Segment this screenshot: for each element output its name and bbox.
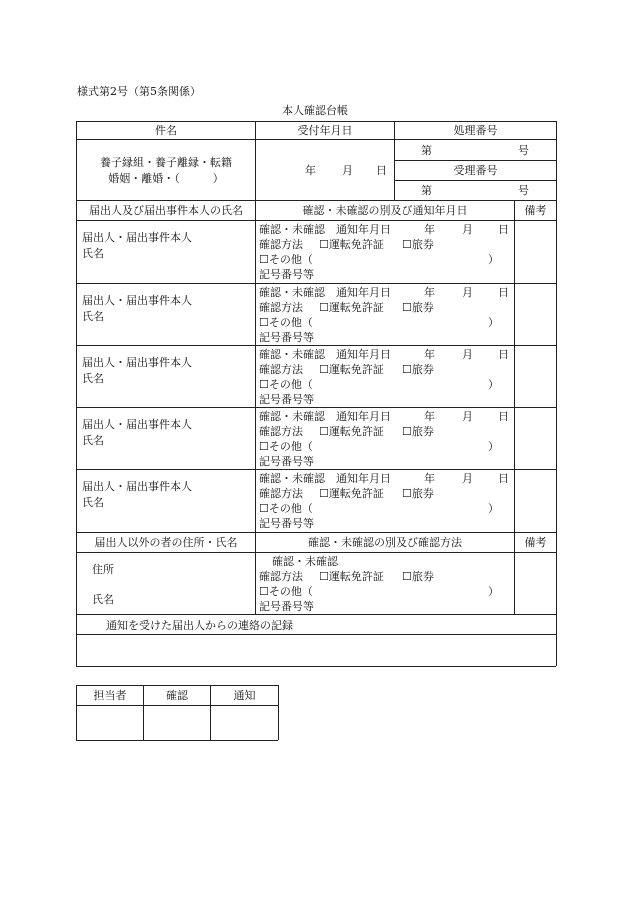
row5-name-line2: 氏名 <box>82 496 104 509</box>
other-record-number: 記号番号等 <box>259 600 314 613</box>
section1-remarks-header: 備考 <box>524 204 547 217</box>
row3-record-number: 記号番号等 <box>259 393 314 406</box>
row3-method-other-open: ☐その他（ <box>259 378 313 391</box>
row4-notify-year: 年 <box>424 410 435 423</box>
row5-record-number: 記号番号等 <box>259 517 314 530</box>
row5-name-line1: 届出人・届出事件本人 <box>82 480 192 493</box>
row5-notify-month: 月 <box>462 472 473 485</box>
case-types-line2: 婚姻・離婚・（ ） <box>108 172 224 185</box>
row2-method-other-open: ☐その他（ <box>259 316 313 329</box>
section2-remarks-header: 備考 <box>524 536 547 549</box>
other-method-license: ☐運転免許証 <box>319 570 384 583</box>
row4-method-license: ☐運転免許証 <box>319 425 384 438</box>
row2-method-license: ☐運転免許証 <box>319 301 384 314</box>
row4-method-other-close: ） <box>488 440 499 453</box>
form-number-label: 様式第2号（第5条関係） <box>77 85 201 98</box>
row2-notify-month: 月 <box>462 286 473 299</box>
row1-method-license: ☐運転免許証 <box>319 238 384 251</box>
row5-method-other-close: ） <box>488 502 499 515</box>
row2-method-label: 確認方法 <box>259 301 303 314</box>
processing-number-suffix: 号 <box>518 144 529 157</box>
section1-confirm-header: 確認・未確認の別及び通知年月日 <box>302 204 468 217</box>
row5-method-passport: ☐旅券 <box>402 487 434 500</box>
row4-record-number: 記号番号等 <box>259 455 314 468</box>
row3-method-label: 確認方法 <box>259 363 303 376</box>
row1-name-line1: 届出人・届出事件本人 <box>82 231 192 244</box>
row5-method-other-open: ☐その他（ <box>259 502 313 515</box>
processing-number-header: 処理番号 <box>453 124 498 137</box>
section2-confirm-header: 確認・未確認の別及び確認方法 <box>308 536 462 549</box>
other-person-name-label: 氏名 <box>92 593 114 606</box>
case-types-line1: 養子縁組・養子離縁・転籍 <box>100 156 232 169</box>
row3-notify-month: 月 <box>462 348 473 361</box>
stamp-notification: 通知 <box>233 689 256 702</box>
row4-name-line1: 届出人・届出事件本人 <box>82 418 192 431</box>
other-method-other-close: ） <box>488 585 499 598</box>
row3-method-other-close: ） <box>488 378 499 391</box>
row3-name-line1: 届出人・届出事件本人 <box>82 356 192 369</box>
ledger-title: 本人確認台帳 <box>282 104 348 117</box>
stamp-person-in-charge: 担当者 <box>93 689 127 702</box>
row2-record-number: 記号番号等 <box>259 331 314 344</box>
processing-number-prefix: 第 <box>421 144 432 157</box>
row5-method-license: ☐運転免許証 <box>319 487 384 500</box>
receipt-number-suffix: 号 <box>518 184 529 197</box>
row4-method-passport: ☐旅券 <box>402 425 434 438</box>
other-confirm-status: 確認・未確認 <box>272 555 338 568</box>
row3-notify-day: 日 <box>498 348 509 361</box>
row1-notify-year: 年 <box>424 223 435 236</box>
section2-name-header: 届出人以外の者の住所・氏名 <box>94 536 238 549</box>
row1-notify-day: 日 <box>498 223 509 236</box>
row1-method-passport: ☐旅券 <box>402 238 434 251</box>
row4-notify-month: 月 <box>462 410 473 423</box>
row5-confirm-status: 確認・未確認 通知年月日 <box>259 472 391 485</box>
row4-notify-day: 日 <box>498 410 509 423</box>
row1-notify-month: 月 <box>462 223 473 236</box>
row2-notify-year: 年 <box>424 286 435 299</box>
other-method-label: 確認方法 <box>259 570 303 583</box>
contact-record-label: 通知を受けた届出人からの連絡の記録 <box>106 619 293 632</box>
other-method-other-open: ☐その他（ <box>259 585 313 598</box>
row2-name-line1: 届出人・届出事件本人 <box>82 294 192 307</box>
other-method-passport: ☐旅券 <box>402 570 434 583</box>
received-day: 日 <box>376 164 387 177</box>
stamp-confirmation: 確認 <box>166 689 188 702</box>
received-month: 月 <box>342 164 353 177</box>
row3-name-line2: 氏名 <box>82 372 104 385</box>
row2-method-passport: ☐旅券 <box>402 301 434 314</box>
row5-method-label: 確認方法 <box>259 487 303 500</box>
row1-method-label: 確認方法 <box>259 238 303 251</box>
row1-confirm-status: 確認・未確認 通知年月日 <box>259 223 391 236</box>
received-year: 年 <box>305 164 316 177</box>
row5-notify-year: 年 <box>424 472 435 485</box>
row3-method-license: ☐運転免許証 <box>319 363 384 376</box>
other-person-address-label: 住所 <box>92 563 114 576</box>
row1-name-line2: 氏名 <box>82 247 104 260</box>
row1-method-other-open: ☐その他（ <box>259 253 313 266</box>
row2-name-line2: 氏名 <box>82 310 104 323</box>
row1-method-other-close: ） <box>488 253 499 266</box>
section1-name-header: 届出人及び届出事件本人の氏名 <box>89 204 243 217</box>
row4-method-other-open: ☐その他（ <box>259 440 313 453</box>
row3-confirm-status: 確認・未確認 通知年月日 <box>259 348 391 361</box>
row2-method-other-close: ） <box>488 316 499 329</box>
received-date-header: 受付年月日 <box>297 124 353 137</box>
receipt-number-prefix: 第 <box>421 184 432 197</box>
row3-method-passport: ☐旅券 <box>402 363 434 376</box>
row2-confirm-status: 確認・未確認 通知年月日 <box>259 286 391 299</box>
row4-method-label: 確認方法 <box>259 425 303 438</box>
row5-notify-day: 日 <box>498 472 509 485</box>
row4-name-line2: 氏名 <box>82 434 104 447</box>
row4-confirm-status: 確認・未確認 通知年月日 <box>259 410 391 423</box>
row1-record-number: 記号番号等 <box>259 268 314 281</box>
row3-notify-year: 年 <box>424 348 435 361</box>
row2-notify-day: 日 <box>498 286 509 299</box>
item-name-header: 件名 <box>155 124 177 137</box>
receipt-number-header: 受理番号 <box>453 164 498 177</box>
